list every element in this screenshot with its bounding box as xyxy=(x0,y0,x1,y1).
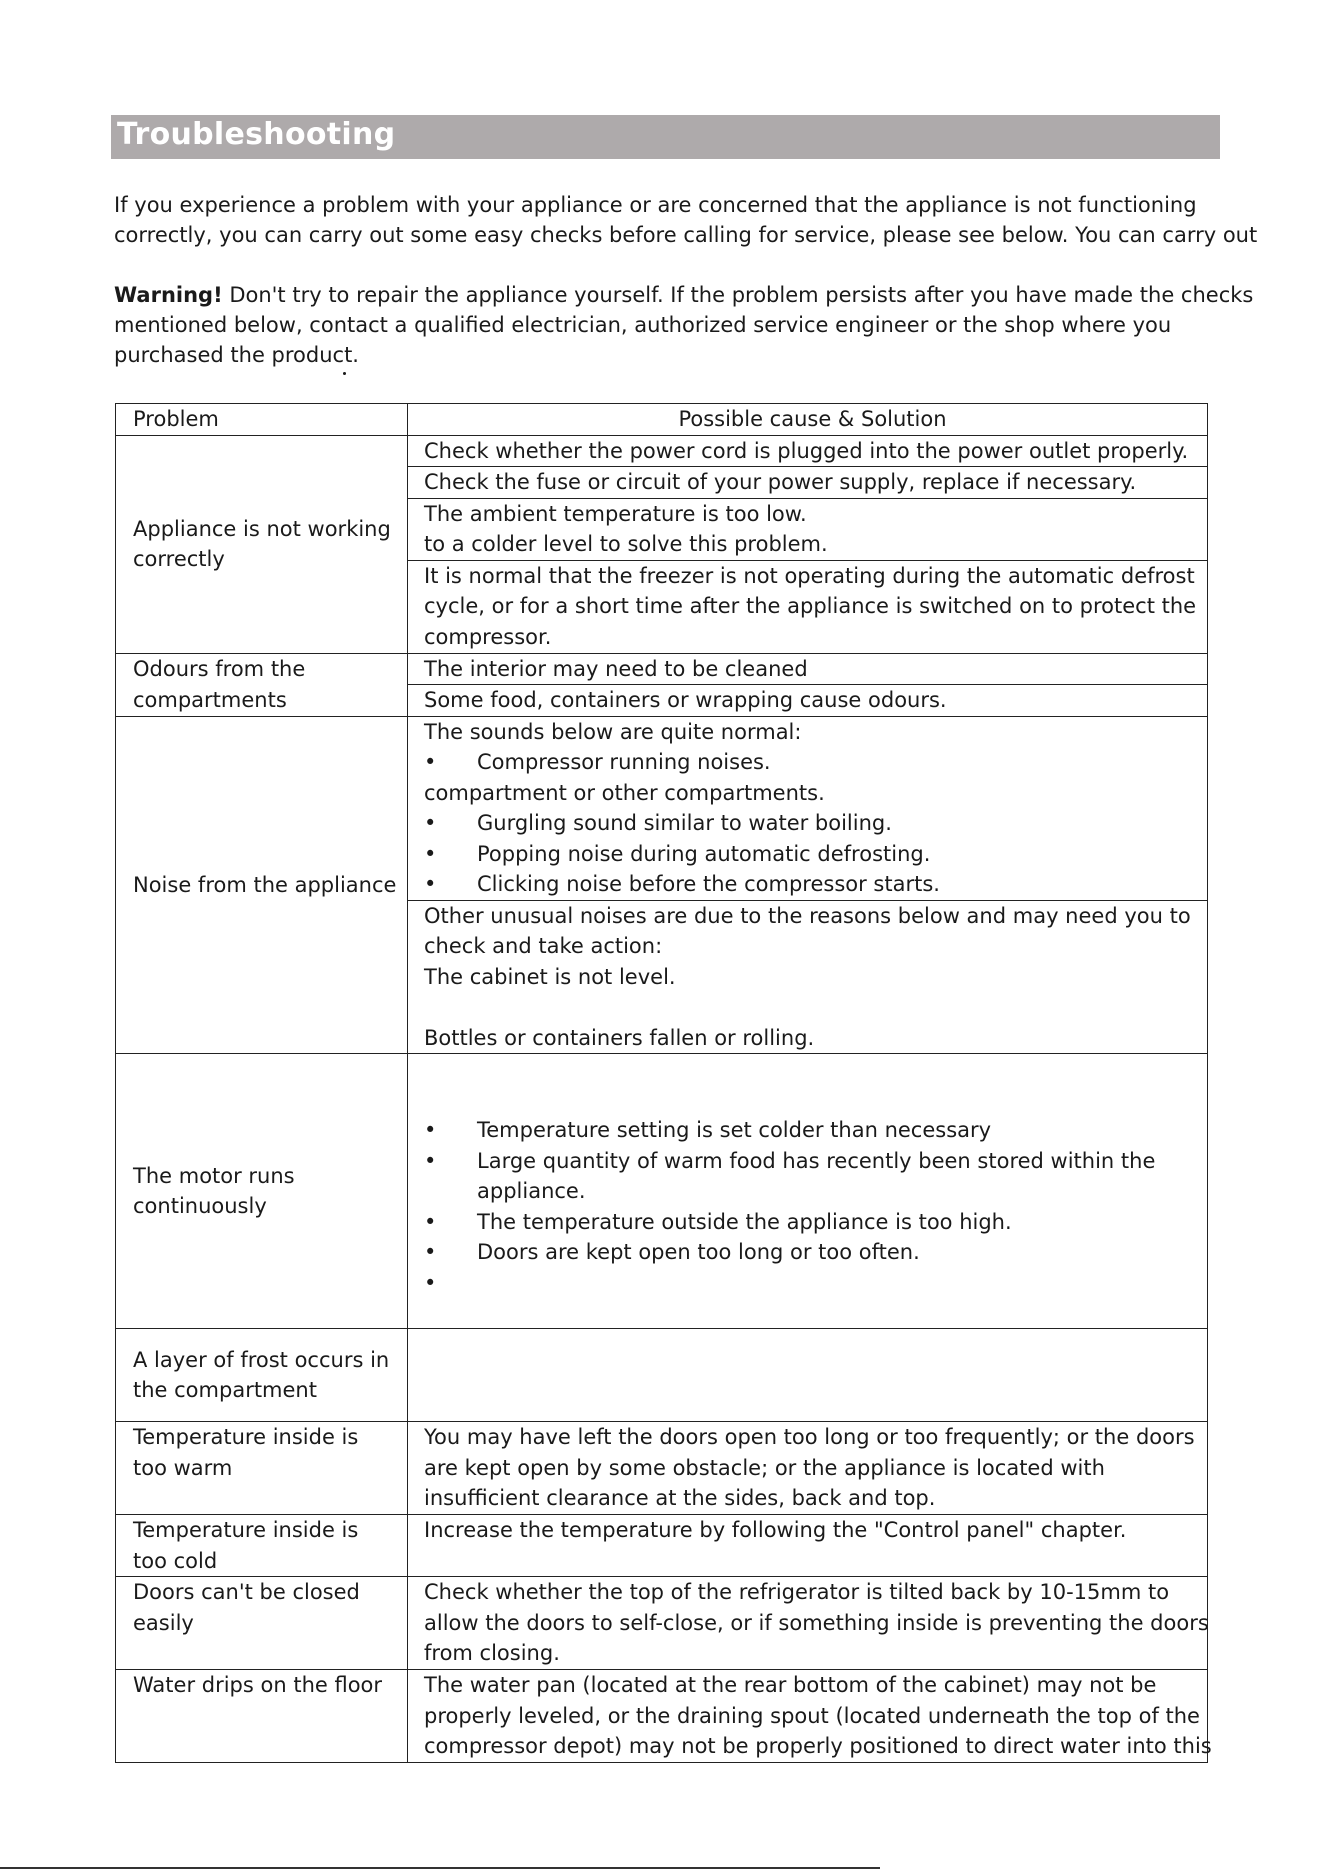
solution-cell: It is normal that the freezer is not operating during the automatic defrost cycle, or for a short time after the appliance is switched on to protect the compressor. xyxy=(408,560,1208,653)
table-row xyxy=(116,1422,1208,1515)
table-row xyxy=(116,716,1208,900)
bullet-item: • Compressor running noises. xyxy=(424,750,771,774)
solution-cell: You may have left the doors open too long or too frequently; or the doors are kept open by some obstacle; or the appliance is located with insufficient clearance at the sides, back and top. xyxy=(408,1422,1208,1515)
bullet-item: • Gurgling sound similar to water boiling. xyxy=(424,811,892,835)
table-row xyxy=(116,435,1208,467)
troubleshooting-table xyxy=(115,403,1212,1763)
stray-dot xyxy=(343,372,346,375)
bullet-item: • Popping noise during automatic defrosting. xyxy=(424,841,931,866)
header-problem: Problem xyxy=(116,404,408,436)
warning-paragraph xyxy=(114,280,1254,370)
warning-label: Warning! xyxy=(114,283,223,307)
problem-cell: The motor runs continuously xyxy=(116,1054,408,1329)
footer-rule xyxy=(0,1867,880,1869)
bullet-item: • xyxy=(424,1270,437,1295)
solution-cell: Increase the temperature by following the "Control panel" chapter. xyxy=(408,1515,1208,1577)
solution-cell: Some food, containers or wrapping cause odours. xyxy=(408,685,1208,717)
bullet-item-continued: appliance. xyxy=(477,1179,586,1203)
bullet-item: • Doors are kept open too long or too often. xyxy=(424,1240,920,1264)
table-row xyxy=(116,1054,1208,1329)
solution-cell: Check whether the top of the refrigerator is tilted back by 10-15mm to allow the doors to self-close, or if something inside is preventing the doors from closing. xyxy=(408,1577,1208,1670)
bullet-item: • Large quantity of warm food has recently been stored within the xyxy=(424,1148,1156,1173)
solution-cell: Check whether the power cord is plugged into the power outlet properly. xyxy=(408,435,1208,467)
problem-cell: Appliance is not working correctly xyxy=(116,435,408,653)
solution-cell xyxy=(408,1054,1208,1329)
problem-cell: A layer of frost occurs in the compartment xyxy=(116,1329,408,1422)
table-row xyxy=(116,1670,1208,1763)
warning-line: mentioned below, contact a qualified electrician, authorized service engineer or the shop where you xyxy=(114,313,1172,337)
solution-cell: The ambient temperature is too low. to a colder level to solve this problem. xyxy=(408,498,1208,560)
problem-cell: Doors can't be closed easily xyxy=(116,1577,408,1670)
section-title-bar xyxy=(111,115,1220,159)
warning-line: Warning! Don't try to repair the appliance yourself. If the problem persists after you have made the checks xyxy=(114,283,1254,307)
table-row xyxy=(116,1515,1208,1577)
solution-cell: The sounds below are quite normal: • Compressor running noises. compartment or other compartments. • Gurgling sound similar to water boiling. • Popping noise during automatic defrosting. • Clicking noise before the compressor starts. xyxy=(408,716,1208,900)
table-row xyxy=(116,653,1208,685)
header-solution: Possible cause & Solution xyxy=(408,404,1208,436)
problem-cell: Temperature inside is too warm xyxy=(116,1422,408,1515)
intro-line: If you experience a problem with your appliance or are concerned that the appliance is not functioning xyxy=(114,193,1197,217)
bullet-item: • Temperature setting is set colder than necessary xyxy=(424,1118,992,1142)
section-title: Troubleshooting xyxy=(117,117,396,152)
problem-cell: Temperature inside is too cold xyxy=(116,1515,408,1577)
solution-cell: Check the fuse or circuit of your power supply, replace if necessary. xyxy=(408,467,1208,499)
solution-cell xyxy=(408,1329,1208,1422)
problem-cell: Odours from the compartments xyxy=(116,653,408,716)
problem-cell: Noise from the appliance xyxy=(116,716,408,1054)
table-row xyxy=(116,1329,1208,1422)
intro-paragraph xyxy=(114,190,1258,250)
solution-cell: The water pan (located at the rear bottom of the cabinet) may not be properly leveled, or the draining spout (located underneath the top of the compressor depot) may not be properly positioned to direct water into this xyxy=(408,1670,1208,1763)
intro-line: correctly, you can carry out some easy checks before calling for service, please see below. You can carry out xyxy=(114,223,1258,247)
table-header-row xyxy=(116,404,1208,436)
problem-cell: Water drips on the floor xyxy=(116,1670,408,1763)
warning-line: purchased the product. xyxy=(114,343,359,367)
solution-cell: Other unusual noises are due to the reasons below and may need you to check and take action: The cabinet is not level. Bottles or containers fallen or rolling. xyxy=(408,900,1208,1054)
bullet-item: • Clicking noise before the compressor starts. xyxy=(424,872,940,896)
solution-cell: The interior may need to be cleaned xyxy=(408,653,1208,685)
bullet-item: • The temperature outside the appliance is too high. xyxy=(424,1209,1012,1234)
table-row xyxy=(116,1577,1208,1670)
